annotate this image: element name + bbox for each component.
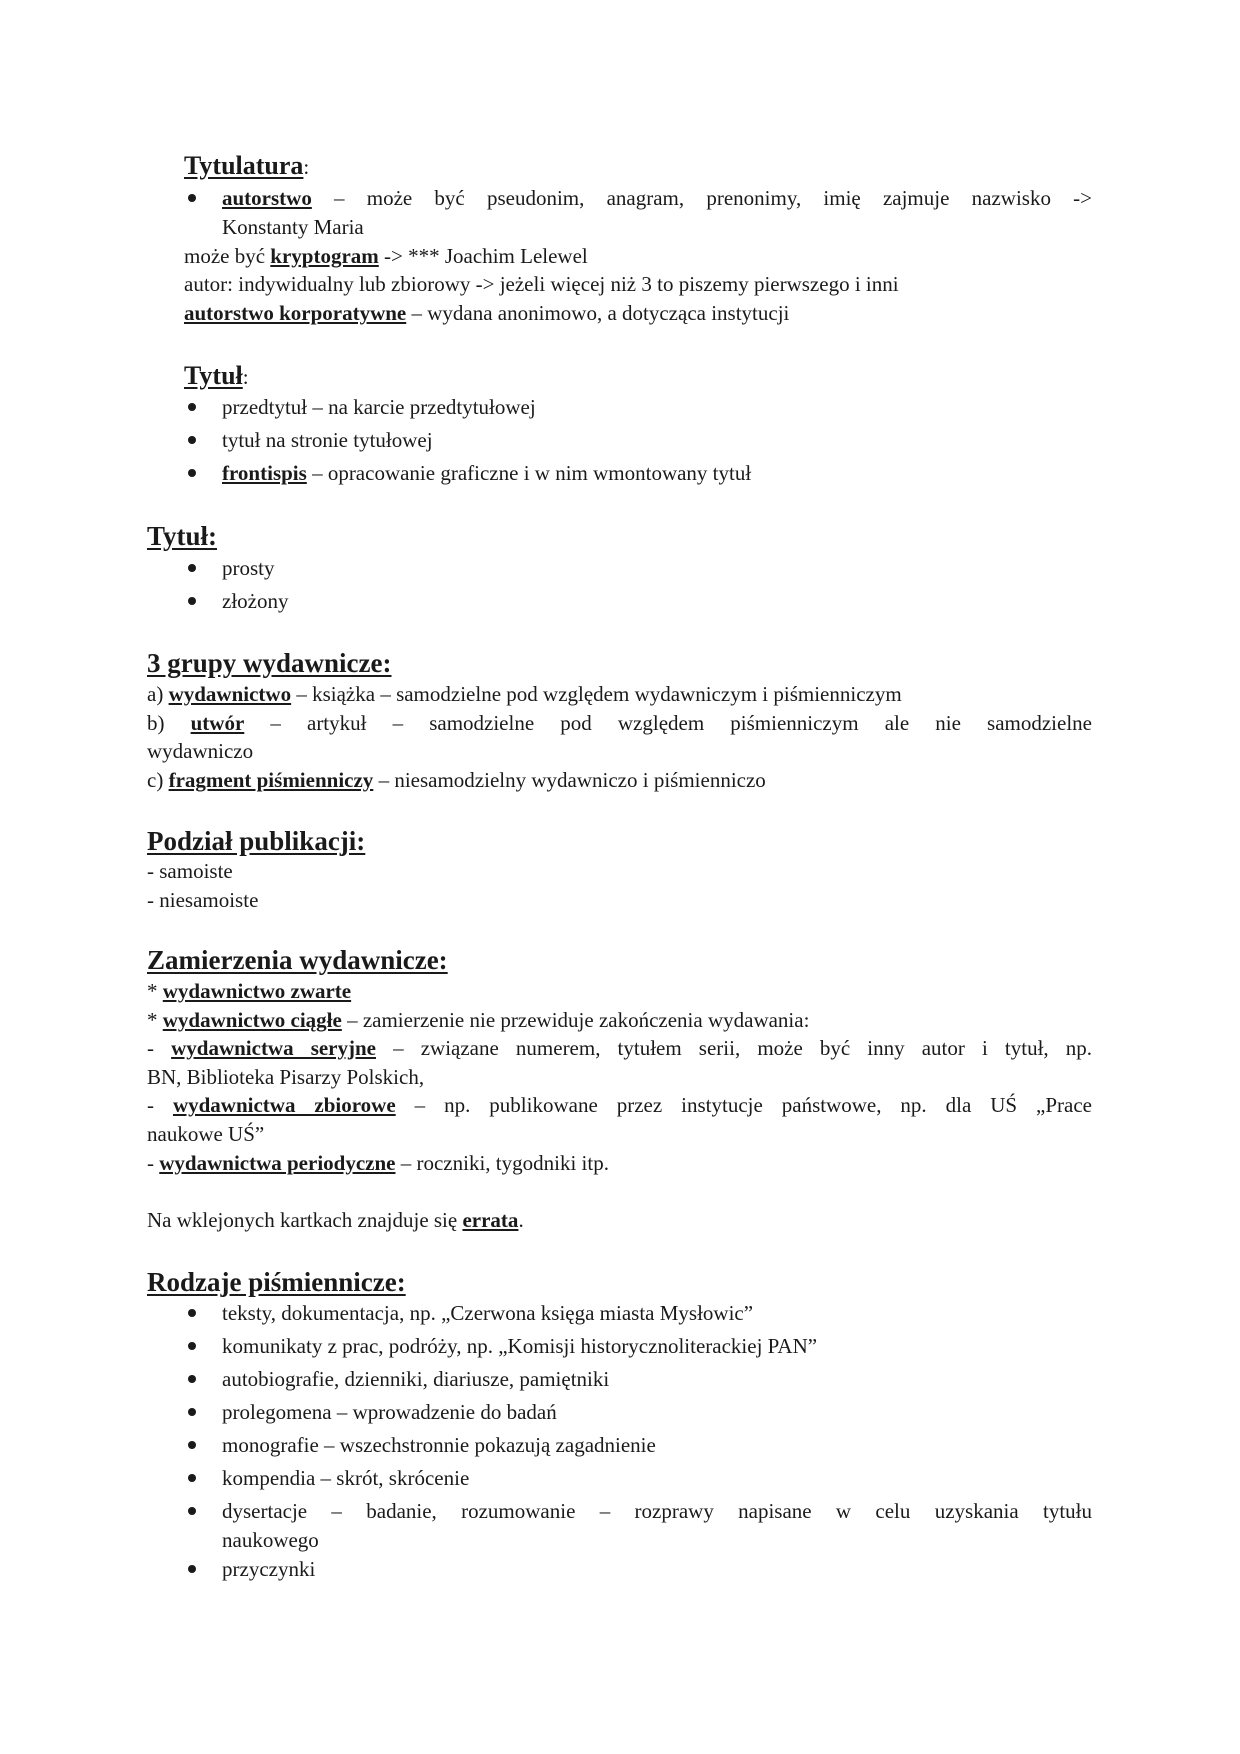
bullet-icon bbox=[188, 1507, 196, 1515]
list-item: - niesamoiste bbox=[147, 888, 259, 912]
seryjne-continuation: BN, Biblioteka Pisarzy Polskich, bbox=[147, 1065, 425, 1089]
dysertacje-continuation: naukowego bbox=[222, 1528, 319, 1552]
list-item: kompendia – skrót, skrócenie bbox=[222, 1466, 470, 1490]
bullet-icon bbox=[188, 1474, 196, 1482]
grupy-b-line: b) utwór – artykuł – samodzielne pod względem piśmienniczym ale nie samodzielne bbox=[147, 711, 1092, 735]
zbiorowe-line: - wydawnictwa zbiorowe – np. publikowane przez instytucje państwowe, np. dla UŚ „Prace bbox=[147, 1093, 1093, 1117]
grupy-a-line: a) wydawnictwo – książka – samodzielne pod względem wydawniczym i piśmienniczym bbox=[147, 682, 902, 706]
bullet-icon bbox=[188, 1309, 196, 1317]
bullet-icon bbox=[188, 436, 196, 444]
autor-line: autor: indywidualny lub zbiorowy -> jeżeli więcej niż 3 to piszemy pierwszego i inni bbox=[184, 272, 899, 296]
dysertacje-item: dysertacje – badanie, rozumowanie – rozprawy napisane w celu uzyskania tytułu bbox=[222, 1499, 1092, 1523]
errata-line: Na wklejonych kartkach znajduje się errata. bbox=[147, 1208, 524, 1232]
section-heading-zamierzenia: Zamierzenia wydawnicze: bbox=[147, 945, 448, 975]
section-heading-tytul: Tytuł: bbox=[184, 361, 249, 390]
section-heading-podzial: Podział publikacji: bbox=[147, 826, 366, 856]
list-item: - samoiste bbox=[147, 859, 233, 883]
autorstwo-continuation: Konstanty Maria bbox=[222, 215, 364, 239]
korporatywne-line: autorstwo korporatywne – wydana anonimowo, a dotycząca instytucji bbox=[184, 301, 790, 325]
list-item: złożony bbox=[222, 589, 289, 613]
bullet-icon bbox=[188, 1408, 196, 1416]
list-item: tytuł na stronie tytułowej bbox=[222, 428, 433, 452]
zwarte-line: * wydawnictwo zwarte bbox=[147, 979, 352, 1003]
list-item: teksty, dokumentacja, np. „Czerwona księga miasta Mysłowic” bbox=[222, 1301, 754, 1325]
section-heading-tytulatura: Tytulatura: bbox=[184, 151, 310, 180]
bullet-icon bbox=[188, 403, 196, 411]
bullet-icon bbox=[188, 1342, 196, 1350]
ciagle-line: * wydawnictwo ciągłe – zamierzenie nie przewiduje zakończenia wydawania: bbox=[147, 1008, 810, 1032]
bullet-icon bbox=[188, 194, 196, 202]
autorstwo-line: autorstwo – może być pseudonim, anagram, prenonimy, imię zajmuje nazwisko -> bbox=[222, 186, 1092, 210]
list-item: komunikaty z prac, podróży, np. „Komisji historycznoliterackiej PAN” bbox=[222, 1334, 818, 1358]
list-item: prolegomena – wprowadzenie do badań bbox=[222, 1400, 557, 1424]
grupy-b-continuation: wydawniczo bbox=[147, 739, 254, 763]
list-item: autobiografie, dzienniki, diariusze, pamiętniki bbox=[222, 1367, 610, 1391]
list-item: przedtytuł – na karcie przedtytułowej bbox=[222, 395, 536, 419]
bullet-icon bbox=[188, 564, 196, 572]
list-item: przyczynki bbox=[222, 1557, 316, 1581]
section-heading-rodzaje: Rodzaje piśmiennicze: bbox=[147, 1267, 406, 1297]
list-item: monografie – wszechstronnie pokazują zagadnienie bbox=[222, 1433, 656, 1457]
section-heading-grupy: 3 grupy wydawnicze: bbox=[147, 648, 392, 678]
seryjne-line: - wydawnictwa seryjne – związane numerem, tytułem serii, może być inny autor i tytuł, np. bbox=[147, 1036, 1093, 1060]
kryptogram-line: może być kryptogram -> *** Joachim Lelewel bbox=[184, 244, 588, 268]
bullet-icon bbox=[188, 597, 196, 605]
grupy-c-line: c) fragment piśmienniczy – niesamodzielny wydawniczo i piśmienniczo bbox=[147, 768, 766, 792]
frontispis-item: frontispis – opracowanie graficzne i w nim wmontowany tytuł bbox=[222, 461, 752, 485]
list-item: prosty bbox=[222, 556, 275, 580]
bullet-icon bbox=[188, 1441, 196, 1449]
bullet-icon bbox=[188, 1375, 196, 1383]
zbiorowe-continuation: naukowe UŚ” bbox=[147, 1122, 265, 1146]
periodyczne-line: - wydawnictwa periodyczne – roczniki, tygodniki itp. bbox=[147, 1151, 609, 1175]
bullet-icon bbox=[188, 1565, 196, 1573]
bullet-icon bbox=[188, 469, 196, 477]
section-heading-tytul-2: Tytuł: bbox=[147, 521, 218, 551]
